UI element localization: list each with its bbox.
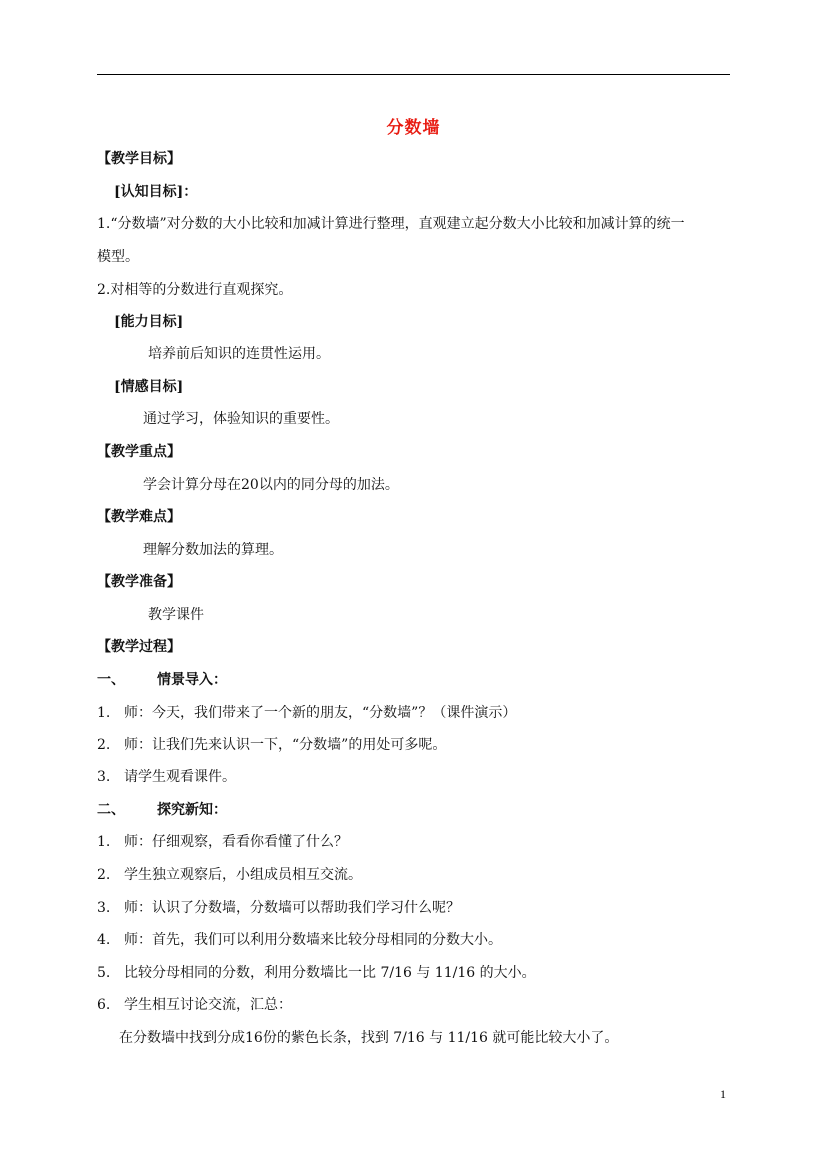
preparation-text: 教学课件 (148, 607, 204, 623)
key-points-text: 学会计算分母在20以内的同分母的加法。 (143, 477, 399, 493)
subheading-emotion: [情感目标] (114, 379, 184, 395)
list-item: 3. 请学生观看课件。 (97, 769, 236, 785)
list-item: 4. 师：首先，我们可以利用分数墙来比较分母相同的分数大小。 (97, 932, 502, 948)
list-item: 5. 比较分母相同的分数，利用分数墙比一比 7/16 与 11/16 的大小。 (97, 965, 536, 981)
section-1-label: 情景导入： (157, 672, 227, 688)
objective-text-1-cont: 模型。 (97, 249, 139, 265)
closing-text: 在分数墙中找到分成16份的紫色长条，找到 7/16 与 11/16 就可能比较大小了。 (119, 1030, 619, 1046)
objective-text-2: 2.对相等的分数进行直观探究。 (97, 282, 293, 298)
list-item: 2. 学生独立观察后，小组成员相互交流。 (97, 867, 362, 883)
section-2-label: 探究新知： (157, 802, 227, 818)
objective-text-1: 1.“分数墙”对分数的大小比较和加减计算进行整理，直观建立起分数大小比较和加减计算的统一 (97, 216, 685, 232)
heading-key-points: 【教学重点】 (97, 444, 181, 460)
list-item: 3. 师：认识了分数墙，分数墙可以帮助我们学习什么呢？ (97, 900, 460, 916)
subheading-ability: [能力目标] (114, 314, 184, 330)
page-number: 1 (720, 1087, 726, 1101)
heading-difficulties: 【教学难点】 (97, 509, 181, 525)
section-1-heading (97, 670, 227, 690)
heading-preparation: 【教学准备】 (97, 574, 181, 590)
emotion-text: 通过学习，体验知识的重要性。 (143, 411, 339, 427)
section-2-heading (97, 800, 227, 820)
heading-process: 【教学过程】 (97, 639, 181, 655)
section-2-number: 二、 (97, 802, 125, 818)
page-title: 分数墙 (386, 118, 441, 138)
list-item: 1. 师：今天，我们带来了一个新的朋友，“分数墙”？（课件演示） (97, 705, 517, 721)
difficulties-text: 理解分数加法的算理。 (143, 542, 283, 558)
list-item: 2. 师：让我们先来认识一下，“分数墙”的用处可多呢。 (97, 737, 447, 753)
ability-text: 培养前后知识的连贯性运用。 (148, 346, 330, 362)
list-item: 6. 学生相互讨论交流，汇总： (97, 997, 292, 1013)
section-1-number: 一、 (97, 672, 125, 688)
subheading-cognitive: [认知目标]： (114, 184, 198, 200)
header-rule (97, 74, 730, 75)
heading-objectives: 【教学目标】 (97, 151, 181, 167)
list-item: 1. 师：仔细观察，看看你看懂了什么？ (97, 834, 348, 850)
